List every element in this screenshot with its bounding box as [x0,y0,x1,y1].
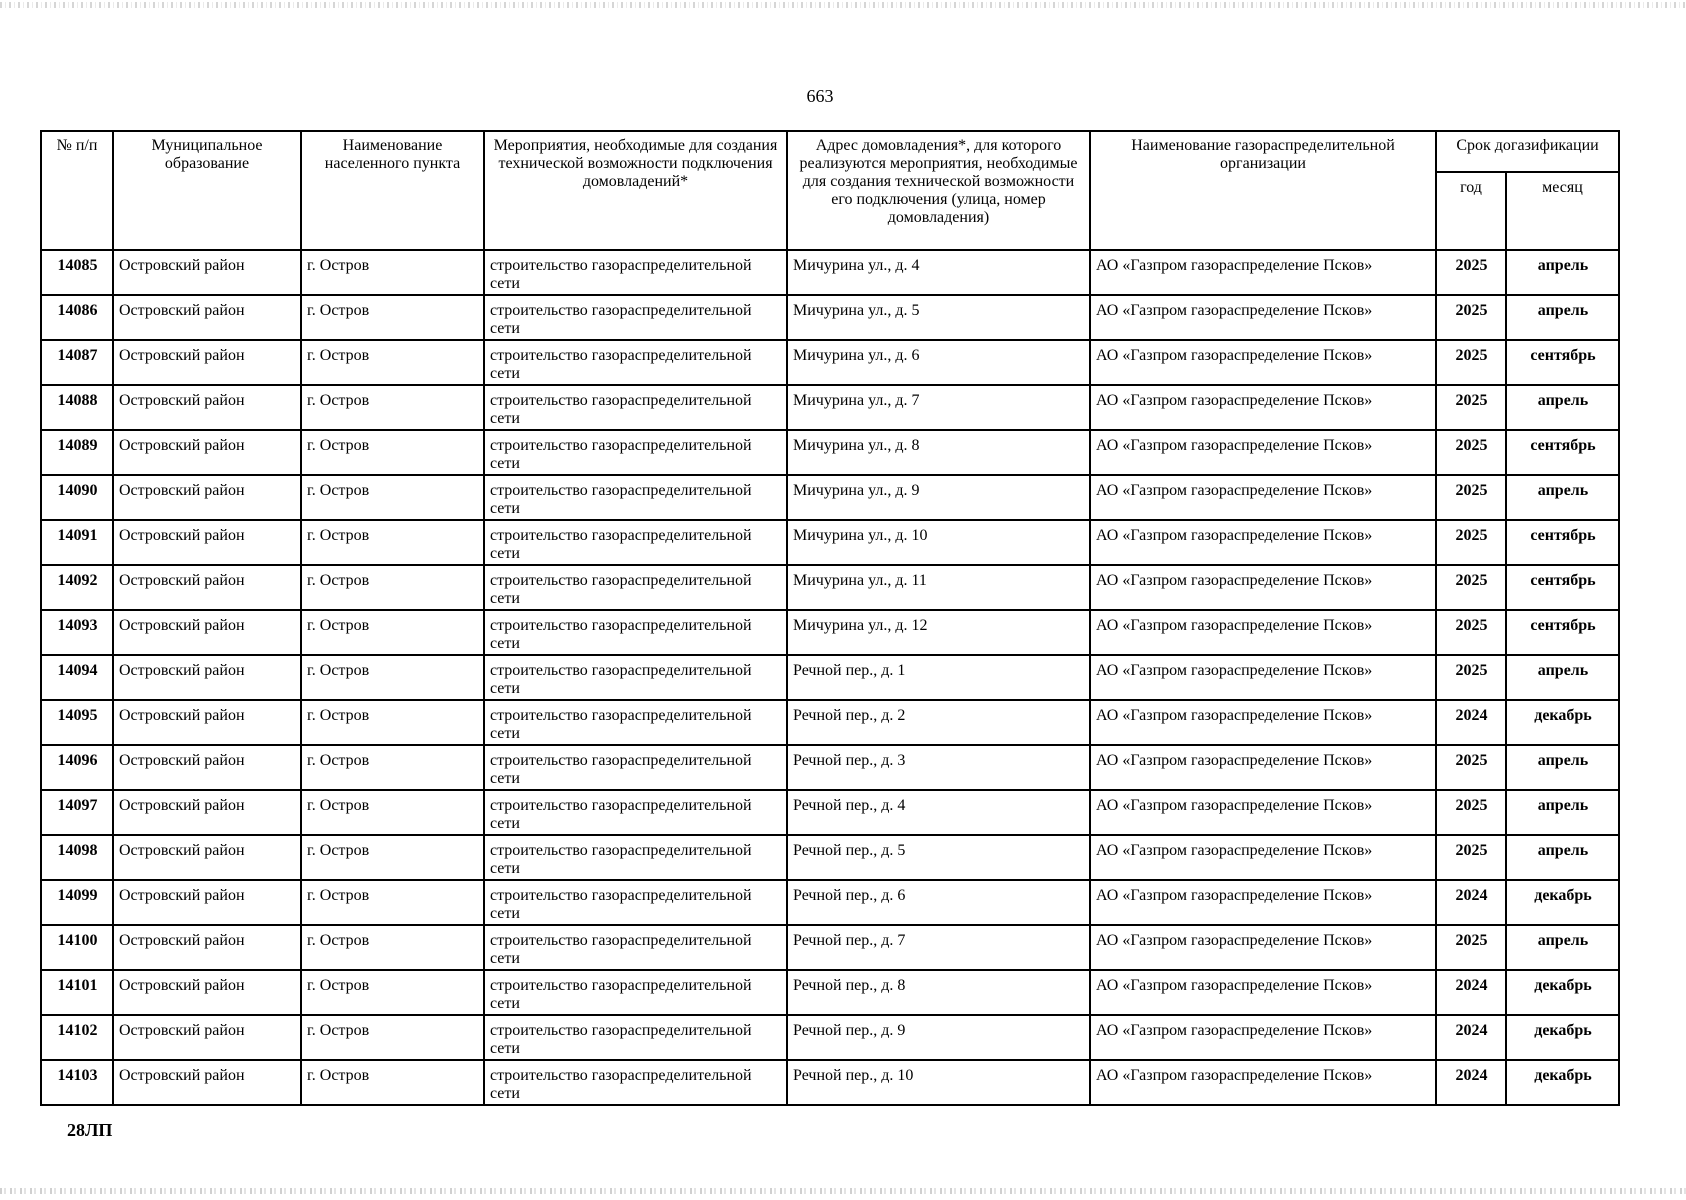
cell-settlement: г. Остров [301,565,484,610]
cell-organization: АО «Газпром газораспределение Псков» [1090,610,1436,655]
cell-address: Мичурина ул., д. 7 [787,385,1090,430]
cell-measures: строительство газораспределительной сети [484,745,787,790]
scan-edge-top [0,2,1686,8]
cell-month: декабрь [1506,970,1619,1015]
cell-municipality: Островский район [113,745,301,790]
header-num: № п/п [41,131,113,250]
cell-municipality: Островский район [113,610,301,655]
cell-month: апрель [1506,385,1619,430]
cell-year: 2025 [1436,925,1506,970]
cell-month: апрель [1506,835,1619,880]
cell-settlement: г. Остров [301,835,484,880]
cell-organization: АО «Газпром газораспределение Псков» [1090,655,1436,700]
cell-organization: АО «Газпром газораспределение Псков» [1090,1015,1436,1060]
cell-num: 14101 [41,970,113,1015]
cell-settlement: г. Остров [301,1015,484,1060]
cell-organization: АО «Газпром газораспределение Псков» [1090,250,1436,295]
cell-organization: АО «Газпром газораспределение Псков» [1090,970,1436,1015]
cell-measures: строительство газораспределительной сети [484,340,787,385]
cell-municipality: Островский район [113,700,301,745]
cell-address: Речной пер., д. 6 [787,880,1090,925]
cell-settlement: г. Остров [301,700,484,745]
cell-measures: строительство газораспределительной сети [484,385,787,430]
cell-settlement: г. Остров [301,475,484,520]
cell-year: 2025 [1436,520,1506,565]
cell-year: 2025 [1436,835,1506,880]
cell-organization: АО «Газпром газораспределение Псков» [1090,1060,1436,1105]
cell-num: 14095 [41,700,113,745]
table-row [41,745,1619,790]
header-municipality: Муниципальное образование [113,131,301,250]
cell-measures: строительство газораспределительной сети [484,835,787,880]
cell-settlement: г. Остров [301,745,484,790]
cell-settlement: г. Остров [301,970,484,1015]
cell-settlement: г. Остров [301,385,484,430]
cell-measures: строительство газораспределительной сети [484,520,787,565]
cell-organization: АО «Газпром газораспределение Псков» [1090,475,1436,520]
cell-settlement: г. Остров [301,655,484,700]
cell-address: Мичурина ул., д. 12 [787,610,1090,655]
cell-municipality: Островский район [113,430,301,475]
cell-measures: строительство газораспределительной сети [484,475,787,520]
table-row [41,700,1619,745]
cell-year: 2025 [1436,295,1506,340]
cell-num: 14100 [41,925,113,970]
cell-num: 14096 [41,745,113,790]
cell-municipality: Островский район [113,880,301,925]
cell-month: апрель [1506,295,1619,340]
cell-year: 2025 [1436,250,1506,295]
cell-num: 14092 [41,565,113,610]
table-row [41,655,1619,700]
cell-municipality: Островский район [113,565,301,610]
cell-organization: АО «Газпром газораспределение Псков» [1090,880,1436,925]
cell-year: 2024 [1436,880,1506,925]
cell-num: 14090 [41,475,113,520]
cell-num: 14091 [41,520,113,565]
cell-num: 14097 [41,790,113,835]
cell-address: Мичурина ул., д. 11 [787,565,1090,610]
cell-measures: строительство газораспределительной сети [484,610,787,655]
header-deadline: Срок догазификации [1436,131,1619,172]
cell-year: 2024 [1436,700,1506,745]
cell-organization: АО «Газпром газораспределение Псков» [1090,340,1436,385]
table-row [41,1060,1619,1105]
cell-num: 14088 [41,385,113,430]
cell-year: 2025 [1436,385,1506,430]
cell-address: Речной пер., д. 4 [787,790,1090,835]
cell-municipality: Островский район [113,835,301,880]
table-header [41,131,1619,250]
cell-num: 14086 [41,295,113,340]
cell-measures: строительство газораспределительной сети [484,565,787,610]
cell-num: 14103 [41,1060,113,1105]
header-month: месяц [1506,172,1619,250]
cell-month: сентябрь [1506,520,1619,565]
table-row [41,610,1619,655]
cell-organization: АО «Газпром газораспределение Псков» [1090,430,1436,475]
cell-address: Мичурина ул., д. 10 [787,520,1090,565]
cell-num: 14085 [41,250,113,295]
cell-address: Речной пер., д. 1 [787,655,1090,700]
cell-month: апрель [1506,790,1619,835]
cell-num: 14099 [41,880,113,925]
cell-municipality: Островский район [113,790,301,835]
cell-year: 2025 [1436,430,1506,475]
cell-municipality: Островский район [113,475,301,520]
cell-num: 14094 [41,655,113,700]
cell-municipality: Островский район [113,250,301,295]
cell-organization: АО «Газпром газораспределение Псков» [1090,565,1436,610]
table-row [41,565,1619,610]
cell-month: декабрь [1506,700,1619,745]
header-settlement: Наименование населенного пункта [301,131,484,250]
cell-num: 14102 [41,1015,113,1060]
cell-organization: АО «Газпром газораспределение Псков» [1090,835,1436,880]
cell-measures: строительство газораспределительной сети [484,880,787,925]
cell-settlement: г. Остров [301,610,484,655]
cell-address: Речной пер., д. 3 [787,745,1090,790]
cell-measures: строительство газораспределительной сети [484,1015,787,1060]
cell-settlement: г. Остров [301,295,484,340]
cell-month: декабрь [1506,1015,1619,1060]
cell-measures: строительство газораспределительной сети [484,655,787,700]
header-year: год [1436,172,1506,250]
cell-measures: строительство газораспределительной сети [484,250,787,295]
cell-settlement: г. Остров [301,880,484,925]
cell-year: 2025 [1436,340,1506,385]
cell-month: сентябрь [1506,340,1619,385]
scan-edge-bottom [0,1188,1686,1194]
cell-settlement: г. Остров [301,790,484,835]
cell-municipality: Островский район [113,385,301,430]
table-row [41,925,1619,970]
gasification-table [40,130,1620,1106]
cell-year: 2024 [1436,1060,1506,1105]
cell-address: Мичурина ул., д. 8 [787,430,1090,475]
cell-settlement: г. Остров [301,1060,484,1105]
cell-municipality: Островский район [113,1015,301,1060]
cell-num: 14087 [41,340,113,385]
table-row [41,475,1619,520]
cell-year: 2025 [1436,745,1506,790]
cell-month: сентябрь [1506,610,1619,655]
cell-month: сентябрь [1506,565,1619,610]
table-row [41,295,1619,340]
cell-settlement: г. Остров [301,340,484,385]
cell-municipality: Островский район [113,925,301,970]
table-row [41,250,1619,295]
table-row [41,835,1619,880]
cell-num: 14093 [41,610,113,655]
cell-settlement: г. Остров [301,430,484,475]
cell-measures: строительство газораспределительной сети [484,790,787,835]
cell-address: Мичурина ул., д. 5 [787,295,1090,340]
cell-organization: АО «Газпром газораспределение Псков» [1090,745,1436,790]
cell-num: 14089 [41,430,113,475]
table-row [41,385,1619,430]
cell-municipality: Островский район [113,970,301,1015]
cell-organization: АО «Газпром газораспределение Псков» [1090,520,1436,565]
cell-settlement: г. Остров [301,925,484,970]
cell-year: 2025 [1436,565,1506,610]
cell-measures: строительство газораспределительной сети [484,970,787,1015]
table-row [41,340,1619,385]
cell-address: Мичурина ул., д. 6 [787,340,1090,385]
cell-address: Речной пер., д. 2 [787,700,1090,745]
footer-code: 28ЛП [67,1120,113,1140]
cell-municipality: Островский район [113,1060,301,1105]
cell-organization: АО «Газпром газораспределение Псков» [1090,700,1436,745]
header-address: Адрес домовладения*, для которого реализуются мероприятия, необходимые для создания технической возможности его подключения (улица, номер домовладения) [787,131,1090,250]
cell-address: Речной пер., д. 10 [787,1060,1090,1105]
cell-address: Речной пер., д. 5 [787,835,1090,880]
cell-month: апрель [1506,250,1619,295]
cell-settlement: г. Остров [301,520,484,565]
cell-municipality: Островский район [113,655,301,700]
cell-month: апрель [1506,925,1619,970]
cell-year: 2025 [1436,655,1506,700]
cell-organization: АО «Газпром газораспределение Псков» [1090,925,1436,970]
table-row [41,430,1619,475]
cell-municipality: Островский район [113,295,301,340]
table-body [41,250,1619,1105]
cell-measures: строительство газораспределительной сети [484,430,787,475]
cell-organization: АО «Газпром газораспределение Псков» [1090,295,1436,340]
cell-municipality: Островский район [113,520,301,565]
cell-year: 2025 [1436,475,1506,520]
cell-address: Речной пер., д. 9 [787,1015,1090,1060]
table-row [41,970,1619,1015]
cell-organization: АО «Газпром газораспределение Псков» [1090,385,1436,430]
cell-month: апрель [1506,655,1619,700]
cell-month: апрель [1506,745,1619,790]
cell-address: Речной пер., д. 7 [787,925,1090,970]
table-row [41,790,1619,835]
cell-address: Мичурина ул., д. 9 [787,475,1090,520]
cell-measures: строительство газораспределительной сети [484,925,787,970]
cell-measures: строительство газораспределительной сети [484,700,787,745]
cell-month: декабрь [1506,1060,1619,1105]
page-number: 663 [806,86,834,106]
cell-municipality: Островский район [113,340,301,385]
cell-settlement: г. Остров [301,250,484,295]
cell-year: 2024 [1436,1015,1506,1060]
cell-month: апрель [1506,475,1619,520]
table-row [41,520,1619,565]
cell-year: 2024 [1436,970,1506,1015]
table-row [41,1015,1619,1060]
cell-address: Речной пер., д. 8 [787,970,1090,1015]
cell-month: декабрь [1506,880,1619,925]
cell-month: сентябрь [1506,430,1619,475]
header-organization: Наименование газораспределительной организации [1090,131,1436,250]
cell-address: Мичурина ул., д. 4 [787,250,1090,295]
cell-measures: строительство газораспределительной сети [484,1060,787,1105]
table-row [41,880,1619,925]
cell-organization: АО «Газпром газораспределение Псков» [1090,790,1436,835]
cell-year: 2025 [1436,790,1506,835]
cell-measures: строительство газораспределительной сети [484,295,787,340]
cell-num: 14098 [41,835,113,880]
header-measures: Мероприятия, необходимые для создания технической возможности подключения домовладений* [484,131,787,250]
cell-year: 2025 [1436,610,1506,655]
